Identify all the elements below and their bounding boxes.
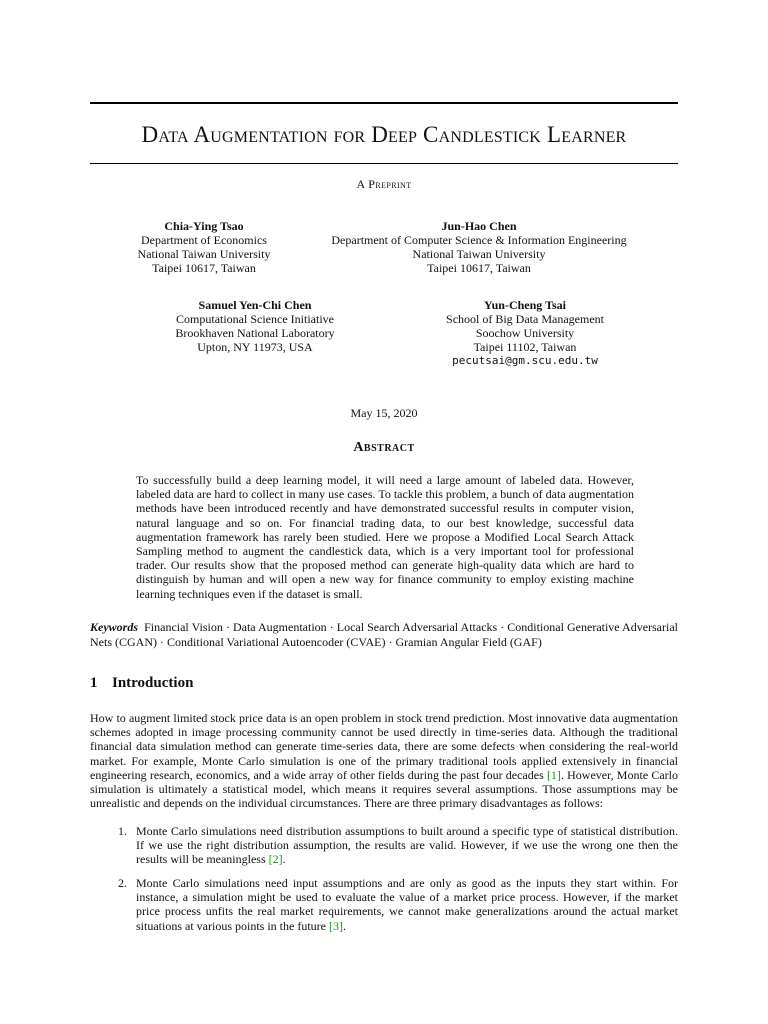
author-name: Samuel Yen-Chi Chen xyxy=(198,298,312,312)
section-number: 1 xyxy=(90,675,98,691)
list-item-text xyxy=(136,876,678,933)
preprint-label: A Preprint xyxy=(356,177,412,191)
paragraph-text: How to augment limited stock price data is an open problem in stock trend prediction. Most innovative data augmentation schemes adopted in image processing community cannot be used directly in time-series data. Although the traditional financial data simulation method can generate time-series data, there are some defects when considering the real-world market. For example, Monte Carlo simulation is one of the primary traditional tools applied extensively in financial engineering research, economics, and a wide array of other fields during the past four decades xyxy=(90,711,678,782)
keywords-list: Financial Vision · Data Augmentation · Local Search Adversarial Attacks · Conditional Generative Adversarial Nets (CGAN) · Conditional Variational Autoencoder (CVAE) · Gramian Angular Field (GAF) xyxy=(90,620,678,649)
citation-link[interactable]: [2] xyxy=(268,852,283,867)
paper-title: Data Augmentation for Deep Candlestick Learner xyxy=(141,122,627,147)
publication-date: May 15, 2020 xyxy=(350,406,418,420)
list-item-number: 2. xyxy=(118,876,127,890)
paragraph-text: . However, Monte Carlo simulation is ultimately a statistical model, which means it requires several assumptions. Those assumptions may be unrealistic and depends on the individual circumstances. There are three primary disadvantages as follows: xyxy=(90,767,678,811)
section-heading-introduction xyxy=(90,675,678,692)
author-block-4 xyxy=(400,298,650,368)
abstract-text: To successfully build a deep learning model, it will need a large amount of labeled data. However, labeled data are hard to collect in many use cases. To tackle this problem, a bunch of data augmentation methods have been introduced recently and have demonstrated successful results in computer vision, natural language and so on. For financial trading data, to our best knowledge, successful data augmentation framework has rarely been studied. Here we propose a Modified Local Search Attack Sampling method to augment the candlestick data, which is a very important tool for professional trader. Our results show that the proposed method can generate high-quality data which are hard to distinguish by human and will open a new way for finance community to employ existing machine learning techniques even if the dataset is small. xyxy=(136,473,634,601)
author-name: Yun-Cheng Tsai xyxy=(484,298,566,312)
list-item-body: Monte Carlo simulations need input assumptions and are only as good as the inputs they start within. For instance, a simulation might be used to evaluate the value of a market price process. However, if the market price process unfits the real market requirements, we cannot make generalizations around the actual market situations at various points in the future xyxy=(136,876,678,933)
author-affiliation-line: Department of Computer Science & Information Engineering xyxy=(331,233,627,247)
author-name: Chia-Ying Tsao xyxy=(164,219,244,233)
author-block-1 xyxy=(114,219,294,275)
author-affiliation-line: School of Big Data Management xyxy=(446,312,604,326)
title-top-rule xyxy=(90,102,678,104)
keywords-label: Keywords xyxy=(90,620,138,634)
author-affiliation-line: Taipei 10617, Taiwan xyxy=(152,261,256,275)
author-affiliation-line: Computational Science Initiative xyxy=(176,312,334,326)
introduction-paragraph xyxy=(90,711,678,810)
author-affiliation-line: National Taiwan University xyxy=(412,247,546,261)
author-affiliation-line: Taipei 11102, Taiwan xyxy=(473,340,577,354)
citation-link[interactable]: [1] xyxy=(546,767,561,782)
keywords-paragraph xyxy=(90,620,678,649)
author-affiliation-line: Taipei 10617, Taiwan xyxy=(427,261,531,275)
list-item-end: . xyxy=(282,852,286,867)
author-affiliation-line: Soochow University xyxy=(475,326,575,340)
list-item-number: 1. xyxy=(118,824,127,838)
citation-link[interactable]: [3] xyxy=(328,918,343,933)
abstract-heading: Abstract xyxy=(353,440,415,455)
list-item-text xyxy=(136,824,678,867)
section-title: Introduction xyxy=(112,675,194,691)
author-affiliation-line: Department of Economics xyxy=(141,233,267,247)
author-affiliation-line: Brookhaven National Laboratory xyxy=(175,326,335,340)
list-item-end: . xyxy=(342,918,346,933)
title-bottom-rule xyxy=(90,163,678,164)
author-affiliation-line: Upton, NY 11973, USA xyxy=(197,340,313,354)
author-block-2 xyxy=(300,219,658,275)
author-affiliation-line: National Taiwan University xyxy=(137,247,271,261)
author-email-link[interactable]: pecutsai@gm.scu.edu.tw xyxy=(452,354,598,367)
author-block-3 xyxy=(150,298,360,354)
author-name: Jun-Hao Chen xyxy=(441,219,517,233)
list-item-body: Monte Carlo simulations need distribution assumptions to built around a specific type of statistical distribution. If we use the right distribution assumption, the results are valid. However, if we use the wrong one then the results will be meaningless xyxy=(136,824,678,867)
